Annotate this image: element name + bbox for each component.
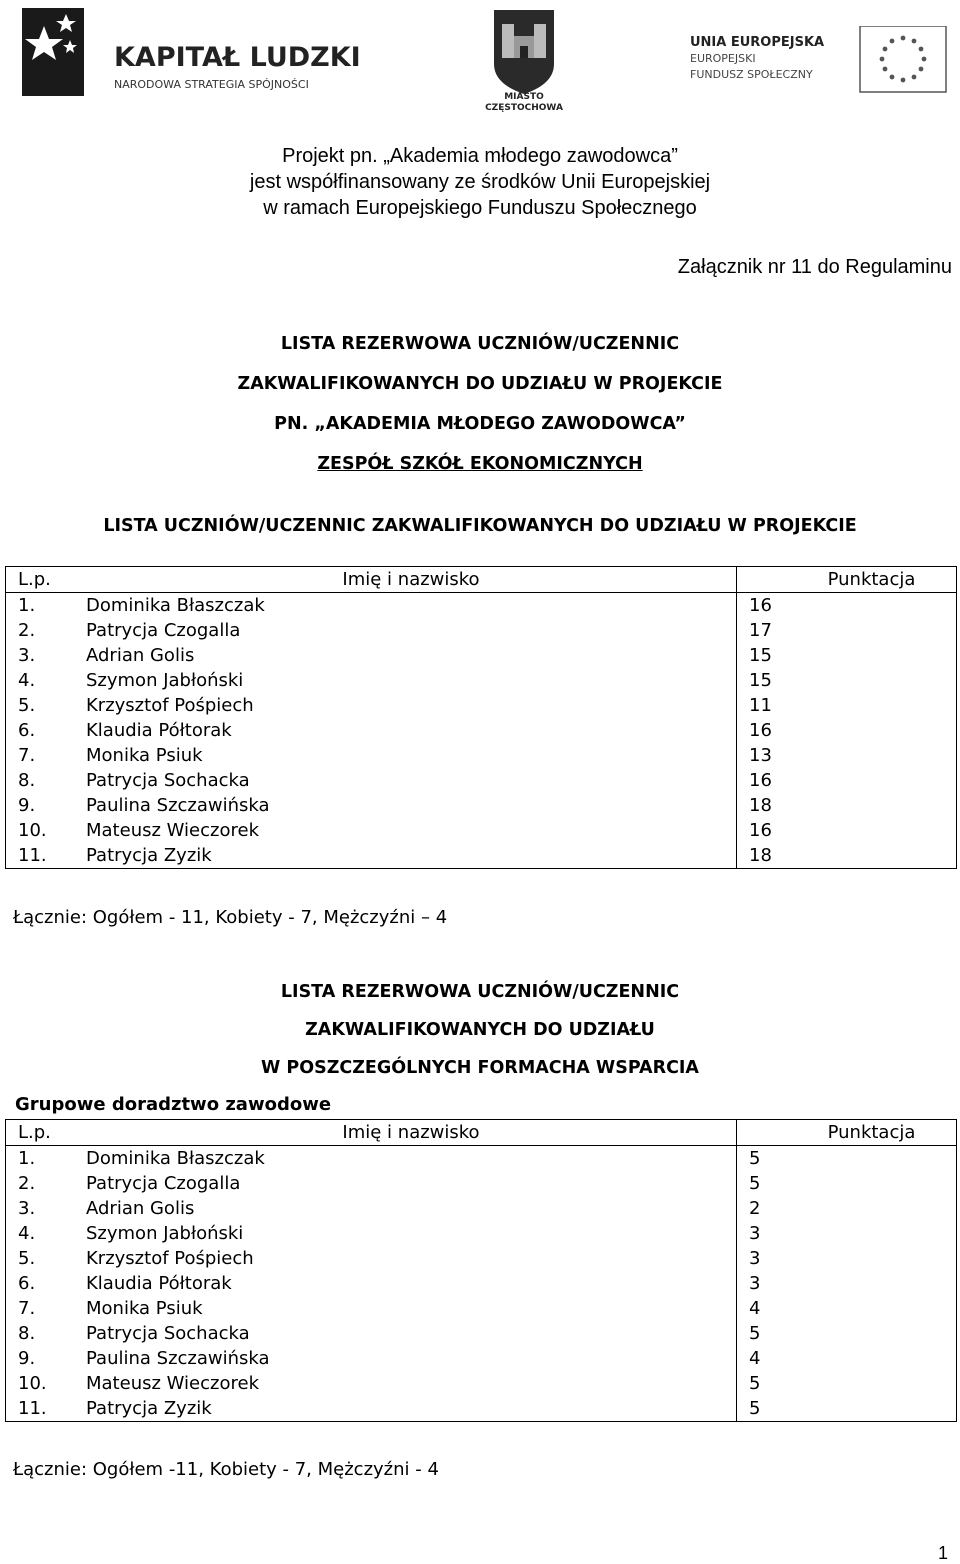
student-name: Dominika Błaszczak: [76, 1146, 737, 1172]
heading-line-1: LISTA REZERWOWA UCZNIÓW/UCZENNIC: [280, 334, 680, 354]
table-row: [6, 843, 957, 869]
row-number: 6.: [6, 718, 77, 743]
score-value: 3: [737, 1271, 957, 1296]
table-row: [6, 593, 957, 619]
score-value: 3: [737, 1221, 957, 1246]
student-name: Klaudia Półtorak: [76, 718, 737, 743]
section-title: Grupowe doradztwo zawodowe: [15, 1094, 332, 1115]
table-row: [6, 1321, 957, 1346]
score-value: 15: [737, 668, 957, 693]
annex-label: Załącznik nr 11 do Regulaminu: [677, 256, 952, 278]
table-row: [6, 818, 957, 843]
score-value: 16: [737, 818, 957, 843]
table-row: [6, 793, 957, 818]
row-number: 1.: [6, 1146, 77, 1172]
intro-line-1: Projekt pn. „Akademia młodego zawodowca”: [282, 145, 678, 167]
row-number: 4.: [6, 1221, 77, 1246]
table-row: [6, 1196, 957, 1221]
student-name: Mateusz Wieczorek: [76, 818, 737, 843]
table-row: [6, 643, 957, 668]
table-row: [6, 1296, 957, 1321]
svg-text:CZĘSTOCHOWA: CZĘSTOCHOWA: [485, 103, 563, 112]
score-value: 5: [737, 1171, 957, 1196]
table-row: [6, 1171, 957, 1196]
score-value: 2: [737, 1196, 957, 1221]
project-intro: [0, 143, 960, 221]
student-name: Mateusz Wieczorek: [76, 1371, 737, 1396]
row-number: 3.: [6, 1196, 77, 1221]
group-counseling-table: [5, 1119, 957, 1422]
table-row: [6, 743, 957, 768]
student-name: Monika Psiuk: [76, 743, 737, 768]
heading2-line-3: W POSZCZEGÓLNYCH FORMACHA WSPARCIA: [261, 1058, 699, 1078]
student-name: Patrycja Czogalla: [76, 618, 737, 643]
summary-2: Łącznie: Ogółem -11, Kobiety - 7, Mężczyźni - 4: [13, 1459, 439, 1480]
table-header-row: [6, 1120, 957, 1146]
table-row: [6, 1271, 957, 1296]
score-value: 17: [737, 618, 957, 643]
score-value: 16: [737, 593, 957, 619]
row-number: 2.: [6, 1171, 77, 1196]
eu-social-fund-logo: [690, 26, 950, 96]
table-row: [6, 618, 957, 643]
row-number: 6.: [6, 1271, 77, 1296]
student-name: Patrycja Czogalla: [76, 1171, 737, 1196]
svg-text:EUROPEJSKI: EUROPEJSKI: [690, 52, 756, 65]
row-number: 4.: [6, 668, 77, 693]
table-row: [6, 1246, 957, 1271]
score-value: 18: [737, 793, 957, 818]
qualified-students-table: [5, 566, 957, 869]
student-name: Dominika Błaszczak: [76, 593, 737, 619]
heading2-line-2: ZAKWALIFIKOWANYCH DO UDZIAŁU: [305, 1020, 655, 1040]
header-lp: L.p.: [6, 567, 77, 593]
row-number: 7.: [6, 743, 77, 768]
score-value: 4: [737, 1346, 957, 1371]
table-row: [6, 768, 957, 793]
svg-text:UNIA EUROPEJSKA: UNIA EUROPEJSKA: [690, 35, 825, 50]
student-name: Krzysztof Pośpiech: [76, 693, 737, 718]
score-value: 16: [737, 768, 957, 793]
reserve-list-support-heading: [0, 973, 960, 1087]
row-number: 8.: [6, 768, 77, 793]
student-name: Patrycja Sochacka: [76, 768, 737, 793]
header-score: Punktacja: [737, 567, 957, 593]
score-value: 18: [737, 843, 957, 869]
score-value: 5: [737, 1371, 957, 1396]
header-lp: L.p.: [6, 1120, 77, 1146]
heading2-line-1: LISTA REZERWOWA UCZNIÓW/UCZENNIC: [280, 982, 680, 1002]
svg-text:FUNDUSZ SPOŁECZNY: FUNDUSZ SPOŁECZNY: [690, 68, 813, 81]
student-name: Adrian Golis: [76, 643, 737, 668]
table-row: [6, 693, 957, 718]
svg-text:NARODOWA STRATEGIA SPÓJNOŚCI: NARODOWA STRATEGIA SPÓJNOŚCI: [114, 78, 309, 91]
header-score: Punktacja: [737, 1120, 957, 1146]
svg-text:KAPITAŁ LUDZKI: KAPITAŁ LUDZKI: [114, 42, 361, 73]
row-number: 1.: [6, 593, 77, 619]
svg-text:MIASTO: MIASTO: [504, 92, 544, 102]
score-value: 5: [737, 1321, 957, 1346]
student-name: Patrycja Sochacka: [76, 1321, 737, 1346]
student-name: Patrycja Zyzik: [76, 843, 737, 869]
row-number: 7.: [6, 1296, 77, 1321]
table-row: [6, 1396, 957, 1422]
logo-bar: [0, 0, 960, 115]
row-number: 5.: [6, 1246, 77, 1271]
heading-line-2: ZAKWALIFIKOWANYCH DO UDZIAŁU W PROJEKCIE: [237, 374, 723, 394]
intro-line-3: w ramach Europejskiego Funduszu Społecznego: [263, 197, 697, 219]
list-title: LISTA UCZNIÓW/UCZENNIC ZAKWALIFIKOWANYCH DO UDZIAŁU W PROJEKCIE: [103, 516, 857, 536]
intro-line-2: jest współfinansowany ze środków Unii Europejskiej: [249, 171, 711, 193]
student-name: Szymon Jabłoński: [76, 668, 737, 693]
row-number: 3.: [6, 643, 77, 668]
row-number: 9.: [6, 1346, 77, 1371]
table-row: [6, 1146, 957, 1172]
row-number: 5.: [6, 693, 77, 718]
score-value: 5: [737, 1396, 957, 1422]
school-name: ZESPÓŁ SZKÓŁ EKONOMICZNYCH: [317, 454, 643, 474]
page-number: 1: [937, 1543, 948, 1563]
score-value: 13: [737, 743, 957, 768]
row-number: 11.: [6, 843, 77, 869]
header-name: Imię i nazwisko: [76, 567, 737, 593]
row-number: 10.: [6, 818, 77, 843]
student-name: Paulina Szczawińska: [76, 793, 737, 818]
score-value: 11: [737, 693, 957, 718]
student-name: Krzysztof Pośpiech: [76, 1246, 737, 1271]
student-name: Patrycja Zyzik: [76, 1396, 737, 1422]
city-coat-of-arms: [464, 6, 584, 112]
row-number: 10.: [6, 1371, 77, 1396]
score-value: 15: [737, 643, 957, 668]
table-row: [6, 668, 957, 693]
score-value: 3: [737, 1246, 957, 1271]
header-name: Imię i nazwisko: [76, 1120, 737, 1146]
row-number: 9.: [6, 793, 77, 818]
heading-line-3: PN. „AKADEMIA MŁODEGO ZAWODOWCA”: [274, 414, 686, 434]
table-row: [6, 718, 957, 743]
row-number: 11.: [6, 1396, 77, 1422]
reserve-list-heading: [0, 324, 960, 484]
student-name: Monika Psiuk: [76, 1296, 737, 1321]
kapital-ludzki-logo: [22, 6, 367, 98]
table-header-row: [6, 567, 957, 593]
summary-1: Łącznie: Ogółem - 11, Kobiety - 7, Mężczyźni – 4: [13, 907, 448, 928]
student-name: Adrian Golis: [76, 1196, 737, 1221]
score-value: 5: [737, 1146, 957, 1172]
table-row: [6, 1346, 957, 1371]
score-value: 4: [737, 1296, 957, 1321]
table-row: [6, 1221, 957, 1246]
score-value: 16: [737, 718, 957, 743]
row-number: 8.: [6, 1321, 77, 1346]
student-name: Klaudia Półtorak: [76, 1271, 737, 1296]
row-number: 2.: [6, 618, 77, 643]
student-name: Paulina Szczawińska: [76, 1346, 737, 1371]
table-row: [6, 1371, 957, 1396]
student-name: Szymon Jabłoński: [76, 1221, 737, 1246]
